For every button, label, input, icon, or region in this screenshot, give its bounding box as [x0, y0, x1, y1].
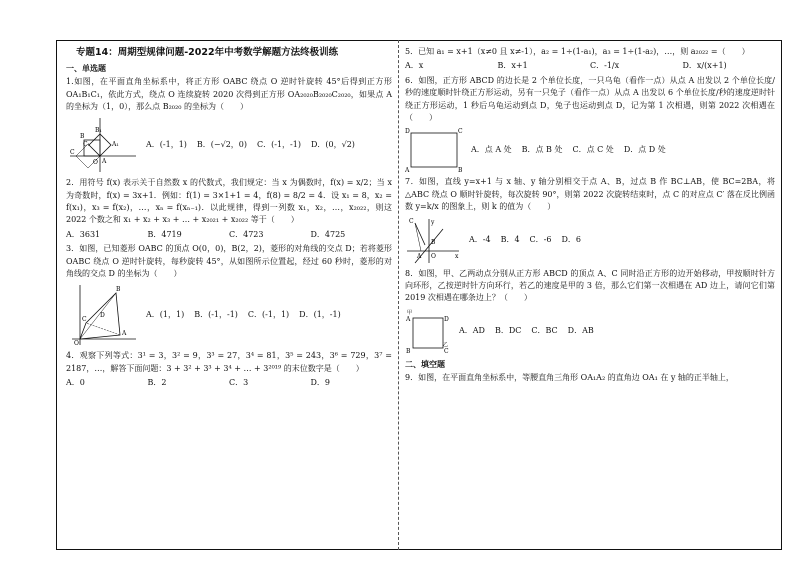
q6-options [471, 144, 775, 156]
question-text: 4．观察下列等式：3¹ = 3，3² = 9，3³ = 27，3⁴ = 81，3⁵ = 243，3⁶ = 729，3⁷ = 2187，…，解答下面问题：3 + 3² + 3³ + 3⁴ + … + 3²⁰¹⁹ 的末位数字是（ ） [66, 351, 392, 373]
question-8 [405, 268, 775, 356]
fig6-label-c: C [458, 128, 463, 136]
q3-figure [66, 283, 138, 347]
fig8-label-c: C [444, 347, 449, 355]
q8-figure [405, 308, 451, 356]
q7-options [469, 234, 775, 246]
left-column [66, 46, 392, 392]
question-5 [405, 46, 775, 73]
option-c[interactable]: C．(-1，1) [247, 310, 290, 320]
option-a[interactable]: A．(-1，1) [146, 140, 187, 150]
q6-figure [405, 127, 463, 173]
fig6-label-b: B [458, 167, 463, 174]
option-d[interactable]: D．9 [310, 378, 331, 388]
option-b[interactable]: B．(-1，-1) [194, 310, 238, 320]
question-4 [66, 350, 392, 389]
option-d[interactable]: D．(1，-1) [299, 310, 341, 320]
fig7-label-b: B [431, 238, 436, 246]
option-a[interactable]: A．AD [459, 326, 485, 336]
fig7-label-x: x [455, 252, 459, 260]
option-b[interactable]: B．DC [494, 326, 522, 336]
question-3 [66, 243, 392, 347]
option-d[interactable]: D．4725 [310, 229, 346, 239]
option-c[interactable]: C．3 [229, 378, 249, 388]
q1-figure [66, 116, 138, 174]
question-text: 6．如图，正方形 ABCD 的边长是 2 个单位长度，一只乌龟（看作一点）从点 A 出发以 2 个单位长度/秒的速度顺时针绕正方形运动，另有一只兔子（看作一点）从点 A 出发以 6 个单位长度/秒的速度逆时针绕正方形运动，1 秒后乌龟运动到点 D，兔子也运动到点 D，记为第 1 次相遇，则第 2022 次相遇在（ ） [405, 75, 775, 122]
q8-options [459, 325, 775, 337]
option-d[interactable]: D．x/(x+1) [682, 61, 727, 71]
right-column [405, 46, 775, 386]
option-d[interactable]: D．点 D 处 [623, 145, 666, 155]
fig7-label-a: A [417, 252, 422, 260]
option-b[interactable]: B．(−√2，0) [196, 140, 248, 150]
question-text: 7．如图，直线 y=x+1 与 x 轴、y 轴分别相交于点 A、B，过点 B 作 BC⊥AB，使 BC=2BA，将 △ABC 绕点 O 顺时针旋转，每次旋转 90°，则第 2022 次旋转结束时，点 C 的对应点 C′ 落在反比例函数 y=k/x 的图象上，则 k 的值为（ ） [405, 177, 775, 212]
fig1-label-a1: A₁ [112, 141, 119, 149]
fig1-label-c: C [70, 149, 75, 157]
column-divider [398, 40, 399, 550]
q4-options [66, 377, 392, 389]
option-a[interactable]: A．-4 [469, 235, 491, 245]
page-title: 专题14：周期型规律问题-2022年中考数学解题方法终极训练 [76, 47, 339, 58]
option-c[interactable]: C．-6 [529, 235, 552, 245]
fig8-label-a: A [406, 315, 411, 323]
q7-figure [405, 217, 461, 265]
fig1-label-b: B [80, 133, 85, 141]
fig3-label-d: D [100, 312, 105, 320]
fig3-label-b: B [116, 286, 121, 294]
option-d[interactable]: D．6 [561, 235, 581, 245]
option-d[interactable]: D．AB [567, 326, 594, 336]
fig3-label-c: C [82, 316, 87, 324]
fig7-label-c: C [409, 217, 414, 225]
option-b[interactable]: B．2 [147, 378, 167, 388]
option-d[interactable]: D．(0，√2) [310, 140, 355, 150]
q2-options [66, 229, 392, 241]
section-heading: 一、单选题 [66, 63, 106, 73]
option-c[interactable]: C．-1/x [590, 61, 620, 71]
fig6-label-a: A [405, 167, 410, 174]
fig1-label-b1: B₁ [95, 127, 102, 135]
fig8-label-d: D [444, 315, 449, 323]
fig8-label-yi: 乙 [443, 341, 449, 348]
fig3-label-a: A [122, 330, 127, 338]
fig1-label-o: O [93, 159, 98, 167]
question-7 [405, 176, 775, 264]
fig7-label-y: y [431, 218, 435, 226]
q1-options [146, 139, 392, 151]
fig3-label-o: O [74, 340, 79, 348]
option-c[interactable]: C．BC [531, 326, 558, 336]
question-2 [66, 177, 392, 241]
option-c[interactable]: C．4723 [229, 229, 264, 239]
question-text: 2．用符号 f(x) 表示关于自然数 x 的代数式，我们规定：当 x 为偶数时，f(x) = x/2；当 x 为奇数时，f(x) = 3x+1．例如：f(1) = 3×1+1 = 4，f(8) = 8/2 = 4．设 x₁ = 8，x₂ = f(x₁)，x₃ = f(x₂)，…，xₙ = f(xₙ₋₁)．以此规律，得到一列数 x₁，x₂，…，x₂₀₂₂，则这 2022 个数之和 x₁ + x₂ + x₃ + … + x₂₀₂₁ + x₂₀₂₂ 等于（ ） [66, 178, 392, 225]
fig8-label-jia: 甲 [407, 309, 413, 316]
question-6 [405, 75, 775, 174]
question-text: 8．如图，甲、乙两动点分别从正方形 ABCD 的顶点 A、C 同时沿正方形的边开始移动，甲按顺时针方向环形，乙按逆时针方向环行，若乙的速度是甲的 3 倍，那么它们第一次相遇在 AD 边上，请问它们第 2019 次相遇在哪条边上？（ ） [405, 268, 775, 303]
option-a[interactable]: A．x [405, 61, 424, 71]
option-b[interactable]: B．x+1 [497, 61, 528, 71]
fig7-label-o: O [431, 252, 436, 260]
option-a[interactable]: A．3631 [66, 229, 101, 239]
question-1 [66, 76, 392, 174]
q3-options [146, 309, 392, 321]
fig6-label-d: D [405, 128, 410, 136]
option-a[interactable]: A．点 A 处 [471, 145, 512, 155]
option-b[interactable]: B．4719 [147, 229, 182, 239]
question-text: 9．如图，在平面直角坐标系中，等腰直角三角形 OA₁A₂ 的直角边 OA₁ 在 y 轴的正半轴上， [405, 373, 734, 383]
question-text: 1.如图，在平面直角坐标系中，将正方形 OABC 绕点 O 逆时针旋转 45°后得到正方形 OA₁B₁C₁，依此方式，绕点 O 连续旋转 2020 次得到正方形 OA₂₀₂₀B₂₀₂₀C₂₀₂₀，如果点 A 的坐标为（1，0），那么点 B₂₀₂₀ 的坐标为（ ） [66, 77, 392, 111]
question-text: 5．已知 a₁ = x+1（x≠0 且 x≠-1），a₂ = 1÷(1-a₁)，a₃ = 1÷(1-a₂)，…，则 a₂₀₂₂ =（ ） [405, 47, 750, 56]
q5-options [405, 60, 775, 72]
fig8-label-b: B [406, 347, 411, 355]
option-b[interactable]: B．点 B 处 [521, 145, 563, 155]
section-heading: 二、填空题 [405, 359, 445, 369]
fig1-label-c1: C₁ [83, 141, 90, 149]
option-c[interactable]: C．(-1，-1) [257, 140, 301, 150]
option-b[interactable]: B．4 [500, 235, 520, 245]
question-text: 3．如图，已知菱形 OABC 的顶点 O(0，0)，B(2，2)，菱形的对角线的交点 D；若将菱形 OABC 绕点 O 逆时针旋转，每秒旋转 45°，从如图所示位置起，经过 60 秒时，菱形的对角线的交点 D 的坐标为（ ） [66, 244, 392, 279]
option-a[interactable]: A．(1，1) [146, 310, 185, 320]
fig1-label-a: A [102, 158, 107, 166]
question-9 [405, 372, 775, 384]
option-c[interactable]: C．点 C 处 [572, 145, 614, 155]
option-a[interactable]: A．0 [66, 378, 85, 388]
